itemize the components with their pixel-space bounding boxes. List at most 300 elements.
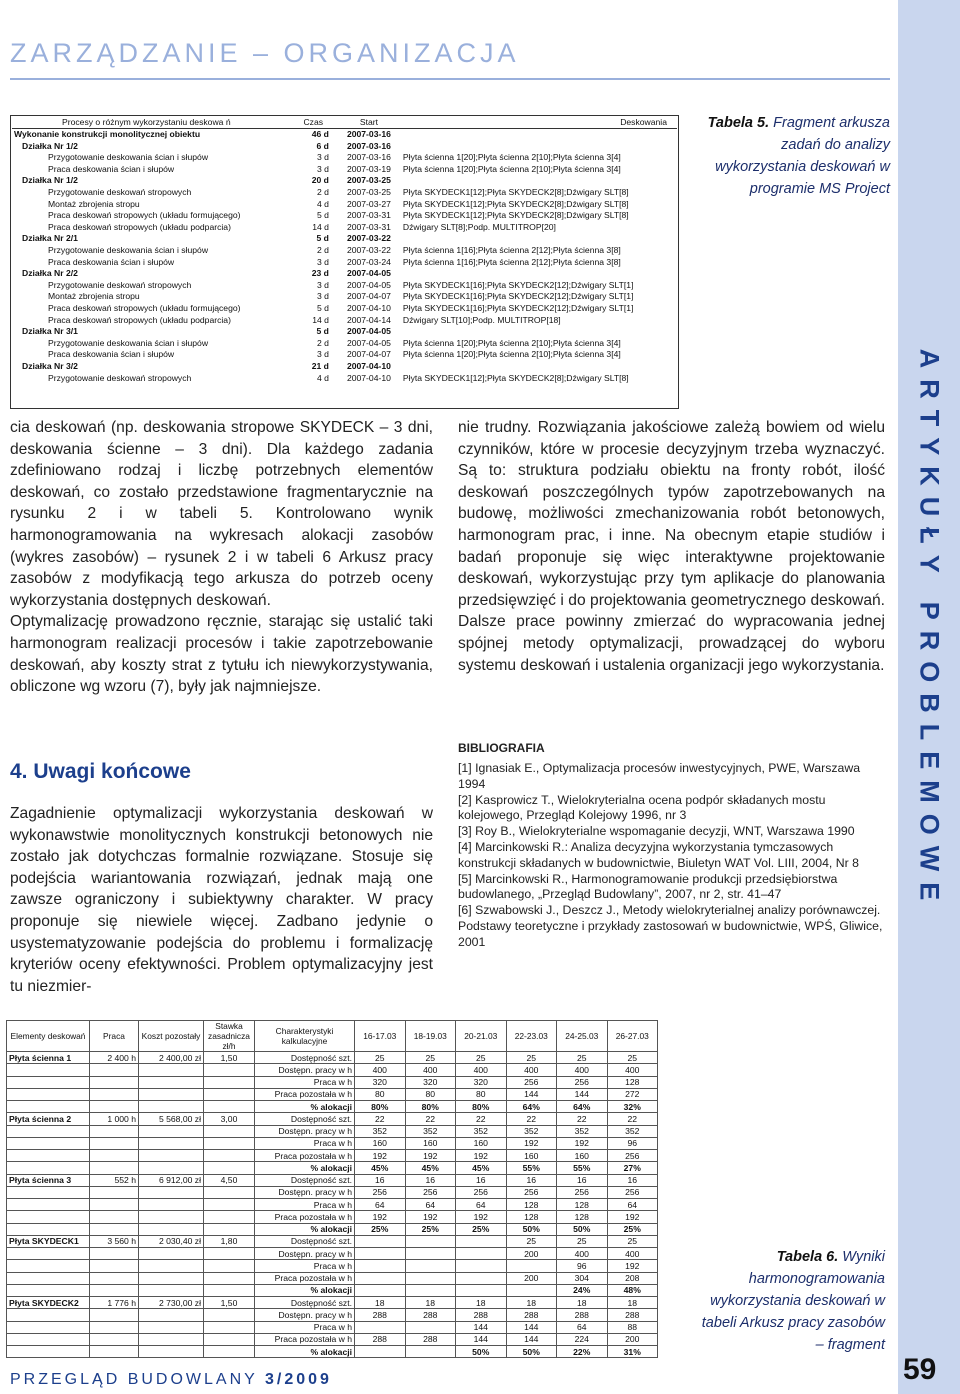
table6-value-cell: 256 — [405, 1186, 456, 1198]
bibliography-item: [1] Ignasiak E., Optymalizacja procesów inwestycyjnych, PWE, Warszawa 1994 — [458, 761, 861, 791]
table5-row — [12, 256, 677, 268]
table5-cell-start: 2007-03-22 — [346, 233, 391, 244]
table5-cell-start: 2007-03-19 — [346, 163, 391, 174]
table6-characteristic-cell: Praca pozostała w h — [255, 1088, 355, 1100]
table6-value-cell: 352 — [405, 1125, 456, 1137]
table5-header-cell: Deskowania — [401, 116, 677, 128]
table5-caption-label: Tabela 5. — [707, 115, 770, 131]
table6-empty-cell — [139, 1101, 204, 1113]
table6-value-cell: 25 — [506, 1235, 557, 1247]
table6-characteristic-cell: % alokacji — [255, 1101, 355, 1113]
table6-empty-cell — [139, 1162, 204, 1174]
table5-cell-czas: 21 d — [311, 360, 329, 371]
table6-characteristic-cell: Praca pozostała w h — [255, 1211, 355, 1223]
table6-empty-cell — [90, 1346, 139, 1358]
table5-cell-desk: Płyta ścienna 1[16];Płyta ścienna 2[12];Płyta ścienna 3[8] — [402, 245, 621, 256]
table5-row — [12, 210, 677, 222]
table6-empty-cell — [204, 1248, 255, 1260]
table5-cell-desk: Płyta SKYDECK1[12];Płyta SKYDECK2[8];Dźwigary SLT[8] — [402, 198, 629, 209]
table5-cell-start: 2007-04-05 — [346, 337, 391, 348]
table6-empty-cell — [90, 1150, 139, 1162]
table6-value-cell: 192 — [557, 1137, 608, 1149]
table5-cell-desk: Płyta SKYDECK1[12];Płyta SKYDECK2[8];Dźwigary SLT[8] — [402, 372, 629, 383]
table5-cell-name: Działka Nr 3/1 — [22, 326, 78, 337]
table6-value-cell: 16 — [405, 1174, 456, 1186]
table6-empty-cell — [90, 1284, 139, 1296]
table6-value-cell: 25% — [607, 1223, 658, 1235]
table6-value-cell: 18 — [557, 1297, 608, 1309]
table6-empty-cell — [139, 1150, 204, 1162]
table6-value-cell: 64% — [506, 1101, 557, 1113]
table6-empty-cell — [7, 1321, 90, 1333]
table6-empty-cell — [139, 1346, 204, 1358]
table6-header-cell: 24-25.03 — [557, 1021, 608, 1052]
table6-value-cell: 25 — [607, 1052, 658, 1064]
table6-empty-cell — [204, 1260, 255, 1272]
table6-empty-cell — [204, 1309, 255, 1321]
bibliography-title: BIBLIOGRAFIA — [458, 741, 545, 755]
table5-cell-start: 2007-04-14 — [346, 314, 391, 325]
table6-value-cell: 224 — [557, 1333, 608, 1345]
table6-value-cell: 64 — [456, 1199, 507, 1211]
table5-cell-czas: 4 d — [316, 372, 329, 383]
table6-empty-cell — [139, 1211, 204, 1223]
table6-caption-label: Tabela 6. — [776, 1249, 839, 1265]
table5-cell-czas: 3 d — [316, 349, 329, 360]
table6-value-cell — [405, 1272, 456, 1284]
table6-characteristic-cell: Praca pozostała w h — [255, 1150, 355, 1162]
table6-empty-cell — [139, 1248, 204, 1260]
table6-value-cell: 22 — [456, 1113, 507, 1125]
table6-value-cell: 45% — [456, 1162, 507, 1174]
table5-row — [12, 314, 677, 326]
table6-value-cell: 25 — [355, 1052, 406, 1064]
table6-value-cell: 64 — [405, 1199, 456, 1211]
table6-row — [7, 1346, 658, 1358]
issue-number: 3/2009 — [264, 1371, 332, 1388]
table5-cell-desk — [401, 360, 677, 372]
table5-row — [12, 187, 677, 199]
table5-cell-czas: 20 d — [311, 175, 329, 186]
table5-cell-start: 2007-04-07 — [346, 349, 391, 360]
table6-value-cell: 80% — [405, 1101, 456, 1113]
table6-value-cell: 16 — [557, 1174, 608, 1186]
table6-empty-cell — [204, 1088, 255, 1100]
table5-row — [12, 303, 677, 315]
table6-value-cell: 400 — [506, 1064, 557, 1076]
table6-value-cell — [456, 1284, 507, 1296]
table6-row — [7, 1333, 658, 1345]
table5-row — [12, 349, 677, 361]
table6-value-cell — [355, 1272, 406, 1284]
table6-value-cell: 25 — [557, 1052, 608, 1064]
table5-cell-desk: Płyta ścienna 1[20];Płyta ścienna 2[10];Płyta ścienna 3[4] — [402, 163, 621, 174]
table6-value-cell: 96 — [557, 1260, 608, 1272]
table5-cell-desk — [401, 140, 677, 152]
table6-empty-cell — [7, 1064, 90, 1076]
table5-cell-desk: Płyta SKYDECK1[16];Płyta SKYDECK2[12];Dźwigary SLT[1] — [402, 303, 634, 313]
table6-value-cell: 128 — [557, 1199, 608, 1211]
table6-empty-cell — [139, 1088, 204, 1100]
table6-empty-cell — [204, 1150, 255, 1162]
table6-characteristic-cell: Dostępność szt. — [255, 1235, 355, 1247]
table6-characteristic-cell: Praca w h — [255, 1076, 355, 1088]
table6-empty-cell — [90, 1101, 139, 1113]
table6-value-cell: 256 — [557, 1186, 608, 1198]
table6-empty-cell — [204, 1223, 255, 1235]
table6-caption — [700, 1246, 885, 1356]
table5-header-cell: Czas — [290, 116, 337, 128]
table5-cell-czas: 3 d — [316, 163, 329, 174]
table5-cell-czas: 2 d — [316, 337, 329, 348]
header-rule — [10, 78, 890, 80]
table6-empty-cell — [7, 1150, 90, 1162]
table5-cell-czas: 4 d — [316, 198, 329, 209]
table6-value-cell: 144 — [506, 1321, 557, 1333]
table6-value-cell: 25 — [506, 1052, 557, 1064]
table6-value-cell: 256 — [506, 1186, 557, 1198]
table5-cell-start: 2007-04-05 — [346, 326, 391, 337]
table6-value-cell: 208 — [607, 1272, 658, 1284]
table6-praca-cell: 2 400 h — [90, 1052, 139, 1064]
table5-cell-czas: 46 d — [311, 129, 329, 140]
table6-characteristic-cell: % alokacji — [255, 1223, 355, 1235]
table6-value-cell: 22 — [557, 1113, 608, 1125]
table5-cell-name: Montaż zbrojenia stropu — [48, 198, 140, 209]
table5-cell-desk: Dźwigary SLT[10];Podp. MULTITROP[18] — [402, 314, 561, 325]
table6-empty-cell — [7, 1137, 90, 1149]
table5-cell-desk — [401, 175, 677, 187]
table6-value-cell: 128 — [607, 1076, 658, 1088]
table6-value-cell: 144 — [456, 1333, 507, 1345]
table6-characteristic-cell: % alokacji — [255, 1346, 355, 1358]
table5-cell-start: 2007-03-31 — [346, 210, 391, 221]
table6-value-cell: 352 — [607, 1125, 658, 1137]
table6-value-cell: 22 — [405, 1113, 456, 1125]
table6-value-cell: 144 — [456, 1321, 507, 1333]
table6-value-cell: 352 — [355, 1125, 406, 1137]
table6-value-cell: 192 — [456, 1211, 507, 1223]
table6-value-cell: 64% — [557, 1101, 608, 1113]
table6-value-cell: 304 — [557, 1272, 608, 1284]
table6-value-cell — [405, 1346, 456, 1358]
table6-value-cell: 160 — [405, 1137, 456, 1149]
table6-element-cell: Płyta ścienna 3 — [7, 1174, 90, 1186]
table6-value-cell — [456, 1260, 507, 1272]
table6-value-cell: 25% — [355, 1223, 406, 1235]
table6-value-cell: 352 — [557, 1125, 608, 1137]
table6-row — [7, 1199, 658, 1211]
table6-empty-cell — [90, 1088, 139, 1100]
table5-row — [12, 163, 677, 175]
table5-row — [12, 360, 677, 372]
table6-value-cell: 192 — [607, 1211, 658, 1223]
table6-value-cell: 18 — [607, 1297, 658, 1309]
table6-row — [7, 1260, 658, 1272]
table6-header-cell: 22-23.03 — [506, 1021, 557, 1052]
table6-value-cell: 400 — [607, 1248, 658, 1260]
table5-cell-desk: Płyta SKYDECK1[12];Płyta SKYDECK2[8];Dźwigary SLT[8] — [402, 187, 629, 198]
table5-cell-czas: 2 d — [316, 245, 329, 256]
table6-empty-cell — [7, 1284, 90, 1296]
table6-empty-cell — [7, 1346, 90, 1358]
table5-cell-czas: 5 d — [316, 303, 329, 313]
table6-characteristic-cell: Dostępność szt. — [255, 1113, 355, 1125]
table5-cell-name: Praca deskowania ścian i słupów — [48, 349, 175, 360]
table5-cell-desk — [401, 268, 677, 280]
table6-value-cell: 400 — [355, 1064, 406, 1076]
table6-value-cell: 31% — [607, 1346, 658, 1358]
table6-empty-cell — [139, 1076, 204, 1088]
table5-cell-name: Praca deskowań stropowych (układu formującego) — [48, 303, 241, 313]
table5-cell-name: Przygotowanie deskowania ścian i słupów — [48, 152, 209, 163]
table6-characteristic-cell: % alokacji — [255, 1284, 355, 1296]
table6-value-cell: 16 — [607, 1174, 658, 1186]
table6-row — [7, 1076, 658, 1088]
table6-value-cell — [456, 1272, 507, 1284]
table5-cell-name: Praca deskowań stropowych (układu formującego) — [48, 210, 241, 221]
table6-empty-cell — [139, 1125, 204, 1137]
table6-stawka-cell: 1,50 — [204, 1297, 255, 1309]
table6-empty-cell — [139, 1223, 204, 1235]
table6-empty-cell — [139, 1137, 204, 1149]
table5-cell-name: Montaż zbrojenia stropu — [48, 291, 140, 302]
table5-cell-czas: 3 d — [316, 256, 329, 267]
table6-value-cell — [355, 1346, 406, 1358]
table6-characteristic-cell: Praca w h — [255, 1199, 355, 1211]
table6-value-cell: 192 — [355, 1150, 406, 1162]
table6-value-cell: 88 — [607, 1321, 658, 1333]
table6-empty-cell — [204, 1321, 255, 1333]
table5-cell-czas: 2 d — [316, 187, 329, 198]
table6-value-cell: 25 — [405, 1052, 456, 1064]
table6-empty-cell — [204, 1101, 255, 1113]
table6-header-cell: Koszt pozostały — [139, 1021, 204, 1052]
table6-element-cell: Płyta ścienna 2 — [7, 1113, 90, 1125]
table6-value-cell: 18 — [506, 1297, 557, 1309]
table6-row — [7, 1309, 658, 1321]
table6-koszt-cell: 2 030,40 zł — [139, 1235, 204, 1247]
table6-empty-cell — [139, 1284, 204, 1296]
table6-value-cell: 160 — [355, 1137, 406, 1149]
table6-row — [7, 1211, 658, 1223]
table6-empty-cell — [139, 1199, 204, 1211]
bibliography-item: [2] Kasprowicz T., Wielokryterialna ocena podpór składanych mostu kolejowego, Przegląd Kolejowy 1996, nr 3 — [458, 792, 826, 823]
table6-value-cell: 192 — [607, 1260, 658, 1272]
table6-empty-cell — [7, 1272, 90, 1284]
table5-cell-start: 2007-04-05 — [346, 268, 391, 279]
table6-value-cell: 256 — [506, 1076, 557, 1088]
table6-empty-cell — [7, 1076, 90, 1088]
table6-empty-cell — [7, 1162, 90, 1174]
table6-value-cell: 288 — [405, 1333, 456, 1345]
table6-value-cell: 192 — [456, 1150, 507, 1162]
table6-characteristic-cell: Dostępn. pracy w h — [255, 1248, 355, 1260]
table6-praca-cell: 3 560 h — [90, 1235, 139, 1247]
table6-value-cell: 288 — [355, 1333, 406, 1345]
table6-value-cell: 96 — [607, 1137, 658, 1149]
table6-value-cell: 288 — [456, 1309, 507, 1321]
table6-empty-cell — [90, 1186, 139, 1198]
table6-empty-cell — [204, 1076, 255, 1088]
table6-value-cell: 64 — [607, 1199, 658, 1211]
table5-cell-name: Działka Nr 1/2 — [22, 175, 78, 186]
table6-value-cell: 352 — [456, 1125, 507, 1137]
table6-empty-cell — [204, 1162, 255, 1174]
table6-value-cell: 80 — [405, 1088, 456, 1100]
table5-cell-czas: 5 d — [316, 210, 329, 221]
bibliography-item: [5] Marcinkowski R., Harmonogramowanie produkcji przedsiębiorstwa budowlanego, „Przegląd Budowlany”, 2007, nr 2, str. 41–47 — [458, 871, 838, 902]
table6-empty-cell — [90, 1260, 139, 1272]
table6-value-cell: 22 — [506, 1113, 557, 1125]
table6-value-cell — [405, 1248, 456, 1260]
table5-row — [12, 372, 677, 384]
table5-cell-start: 2007-03-31 — [346, 221, 391, 232]
table6-characteristic-cell: Dostępn. pracy w h — [255, 1186, 355, 1198]
table5-row — [12, 175, 677, 187]
table5-cell-desk: Dźwigary SLT[8];Podp. MULTITROP[20] — [402, 221, 556, 232]
table6-empty-cell — [90, 1199, 139, 1211]
table6-empty-cell — [90, 1211, 139, 1223]
table6-characteristic-cell: Praca pozostała w h — [255, 1272, 355, 1284]
table5-row — [12, 140, 677, 152]
table6-empty-cell — [204, 1125, 255, 1137]
table6-value-cell: 288 — [405, 1309, 456, 1321]
table6-value-cell — [355, 1235, 406, 1247]
table6-empty-cell — [7, 1248, 90, 1260]
footer — [10, 1371, 332, 1389]
table6-value-cell: 288 — [607, 1309, 658, 1321]
table5-cell-czas: 5 d — [316, 233, 329, 244]
table6-header-cell: 26-27.03 — [607, 1021, 658, 1052]
table6-value-cell: 25 — [557, 1235, 608, 1247]
table6-element-cell: Płyta SKYDECK2 — [7, 1297, 90, 1309]
table5-cell-czas: 3 d — [316, 291, 329, 302]
table6-value-cell: 144 — [506, 1088, 557, 1100]
table6-empty-cell — [90, 1223, 139, 1235]
table6-value-cell: 320 — [355, 1076, 406, 1088]
body-paragraph: Optymalizację prowadzono ręcznie, starając się ustalić taki harmonogram realizacji procesów i takie zapotrzebowanie deskowań, aby koszty strat z tytułu ich niewykorzystywania, obliczone wg wzoru (7), były jak najmniejsze. — [10, 613, 433, 696]
table6-row — [7, 1272, 658, 1284]
table6-value-cell: 288 — [557, 1309, 608, 1321]
table6-row — [7, 1223, 658, 1235]
table5-cell-desk — [401, 326, 677, 338]
table5-cell-name: Działka Nr 1/2 — [22, 140, 78, 151]
table6-value-cell: 400 — [456, 1064, 507, 1076]
table6-value-cell: 144 — [557, 1088, 608, 1100]
table5-cell-desk — [401, 233, 677, 245]
table6-characteristic-cell: Praca w h — [255, 1321, 355, 1333]
table6-value-cell: 22 — [607, 1113, 658, 1125]
table6-characteristic-cell: Dostępn. pracy w h — [255, 1064, 355, 1076]
table6-row — [7, 1235, 658, 1247]
table6-empty-cell — [204, 1284, 255, 1296]
table6-row — [7, 1113, 658, 1125]
table6-value-cell: 48% — [607, 1284, 658, 1296]
table6-value-cell: 22 — [355, 1113, 406, 1125]
table6-value-cell: 80% — [355, 1101, 406, 1113]
table6-value-cell: 320 — [405, 1076, 456, 1088]
table6-value-cell: 320 — [456, 1076, 507, 1088]
table6-value-cell: 27% — [607, 1162, 658, 1174]
table5-row — [12, 279, 677, 291]
table5-cell-czas: 3 d — [316, 279, 329, 290]
table6-value-cell: 192 — [506, 1137, 557, 1149]
table5-row — [12, 221, 677, 233]
table5-cell-name: Praca deskowania ścian i słupów — [48, 256, 175, 267]
table6-empty-cell — [7, 1260, 90, 1272]
table6-value-cell: 192 — [405, 1150, 456, 1162]
table6-empty-cell — [139, 1321, 204, 1333]
table6-row — [7, 1321, 658, 1333]
table5-cell-name: Działka Nr 2/2 — [22, 268, 78, 279]
table6-value-cell — [355, 1260, 406, 1272]
table6-row — [7, 1248, 658, 1260]
table6-characteristic-cell: Dostępn. pracy w h — [255, 1125, 355, 1137]
table5-row — [12, 268, 677, 280]
table6-empty-cell — [204, 1186, 255, 1198]
table6-empty-cell — [204, 1064, 255, 1076]
table6-value-cell: 55% — [506, 1162, 557, 1174]
table5-cell-start: 2007-04-07 — [346, 291, 391, 302]
table5-cell-name: Praca deskowania ścian i słupów — [48, 163, 175, 174]
table5-cell-name: Praca deskowań stropowych (układu podparcia) — [48, 314, 231, 325]
table5-header-row — [12, 116, 677, 128]
body-right-column — [458, 417, 885, 676]
table5-cell-desk: Płyta ścienna 1[16];Płyta ścienna 2[12];Płyta ścienna 3[8] — [402, 256, 621, 267]
table6-value-cell: 25% — [456, 1223, 507, 1235]
table6-row — [7, 1284, 658, 1296]
table6-stawka-cell: 1,50 — [204, 1052, 255, 1064]
table6-characteristic-cell: Dostępność szt. — [255, 1052, 355, 1064]
table6-empty-cell — [139, 1064, 204, 1076]
table6-header-row — [7, 1021, 658, 1052]
table6-value-cell: 18 — [405, 1297, 456, 1309]
table6-empty-cell — [90, 1333, 139, 1345]
table5-cell-name: Przygotowanie deskowań stropowych — [48, 372, 192, 383]
table6-value-cell: 80% — [456, 1101, 507, 1113]
table6-value-cell: 18 — [355, 1297, 406, 1309]
table6-value-cell: 64 — [355, 1199, 406, 1211]
table6-row — [7, 1101, 658, 1113]
bibliography-item: [4] Marcinkowski R.: Analiza decyzyjna wykorzystania tymczasowych konstrukcji składanych w budownictwie, Biuletyn WAT Vol. LIII, 2004, Nr 8 — [458, 839, 859, 870]
table6-value-cell: 25 — [456, 1052, 507, 1064]
table6-value-cell — [506, 1284, 557, 1296]
table6-empty-cell — [7, 1199, 90, 1211]
side-band-label: ARTYKUŁY PROBLEMOWE — [914, 348, 945, 912]
table6-header-cell: 18-19.03 — [405, 1021, 456, 1052]
table6-value-cell: 400 — [557, 1064, 608, 1076]
table5-cell-czas: 14 d — [312, 314, 329, 325]
table5-caption-text: Fragment arkusza zadań do analizy wykorzystania deskowań w programie MS Project — [715, 115, 890, 197]
table6-value-cell — [405, 1321, 456, 1333]
table6-empty-cell — [90, 1321, 139, 1333]
table6-value-cell: 272 — [607, 1088, 658, 1100]
table5-cell-desk: Płyta SKYDECK1[12];Płyta SKYDECK2[8];Dźwigary SLT[8] — [402, 210, 629, 221]
table6-empty-cell — [204, 1333, 255, 1345]
table5-cell-start: 2007-03-22 — [346, 245, 391, 256]
table5-cell-start: 2007-04-05 — [346, 279, 391, 290]
table5-row — [12, 337, 677, 349]
table6-row — [7, 1150, 658, 1162]
table6-caption-text: Wyniki harmonogramowania wykorzystania deskowań w tabeli Arkusz pracy zasobów – fragment — [701, 1249, 885, 1353]
table5-cell-start: 2007-03-24 — [346, 256, 391, 267]
table5-cell-start: 2007-04-10 — [346, 372, 391, 383]
table6-row — [7, 1174, 658, 1186]
table6-value-cell — [456, 1248, 507, 1260]
table6-header-cell: Praca — [90, 1021, 139, 1052]
table6-value-cell: 192 — [405, 1211, 456, 1223]
